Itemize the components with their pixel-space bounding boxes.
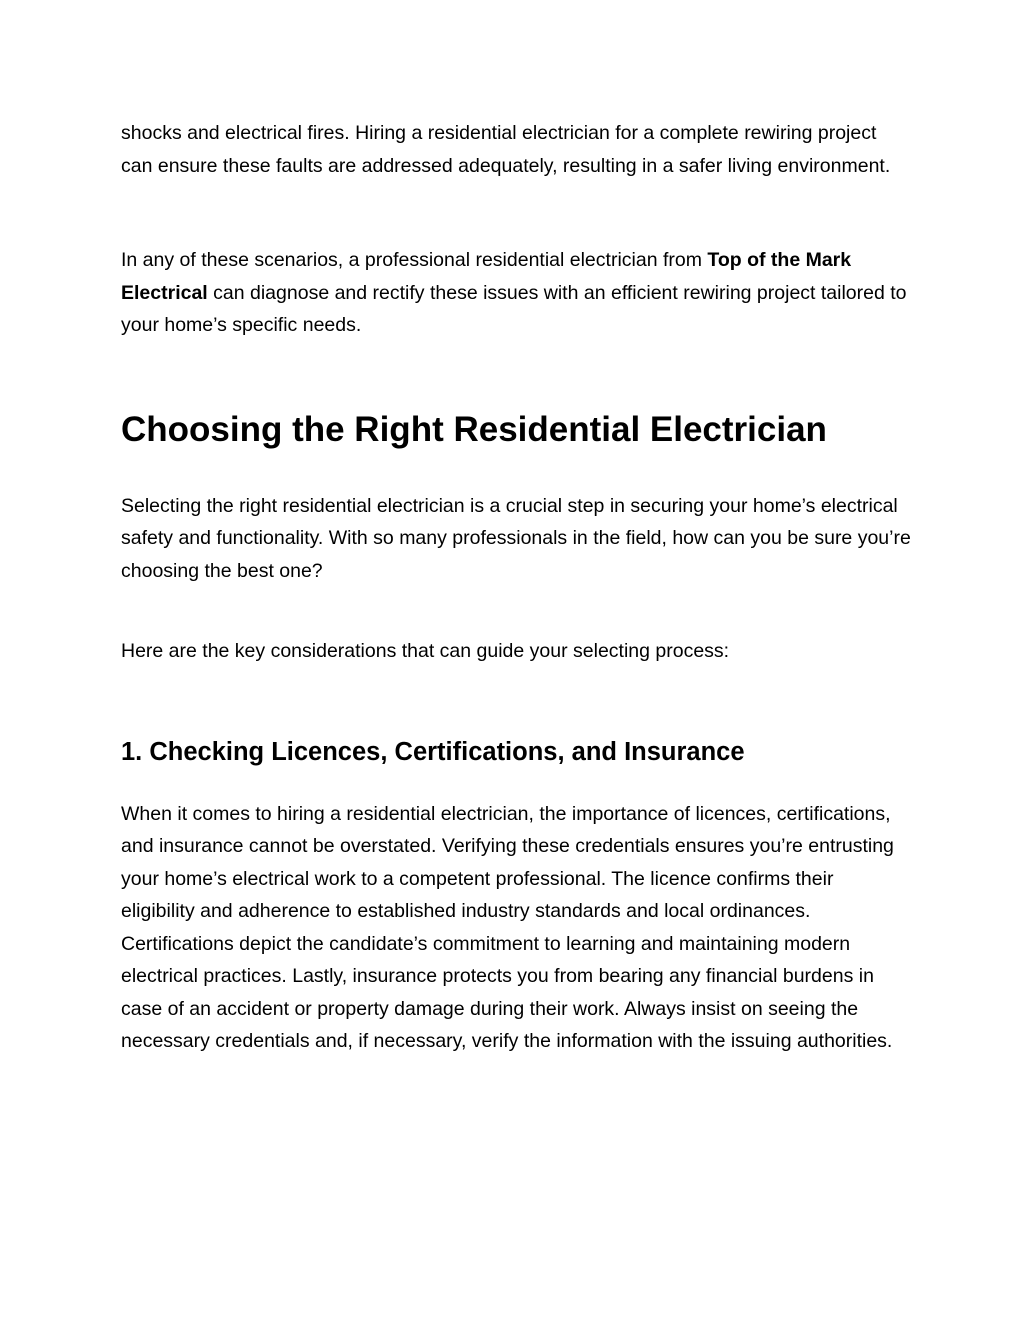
heading-choosing-electrician: Choosing the Right Residential Electrician [121,409,827,449]
scenarios-text-before: In any of these scenarios, a professional residential electrician from [121,249,708,271]
paragraph-licences: When it comes to hiring a residential electrician, the importance of licences, certifications, and insurance cannot be overstated. Verifying these credentials ensures you’re entrusting your home’s electrical work to a competent professional. The licence confirms their eligibility and adherence to established industry standards and local ordinances. Certifications depict the candidate’s commitment to learning and maintaining modern electrical practices. Lastly, insurance protects you from bearing any financial burdens in case of an accident or property damage during their work. Always insist on seeing the necessary credentials and, if necessary, verify the information with the issuing authorities. [121,802,894,1052]
heading-licences: 1. Checking Licences, Certifications, and Insurance [121,737,745,766]
paragraph-scenarios [121,244,911,342]
paragraph-key-considerations: Here are the key considerations that can guide your selecting process: [121,640,730,662]
scenarios-text-after: can diagnose and rectify these issues with an efficient rewiring project tailored to your home’s specific needs. [121,281,907,336]
company-name: Top of the Mark Electrical [121,249,852,304]
paragraph-intro-end: shocks and electrical fires. Hiring a residential electrician for a complete rewiring project can ensure these faults are addressed adequately, resulting in a safer living environment. [121,122,891,177]
paragraph-selecting: Selecting the right residential electrician is a crucial step in securing your home’s electrical safety and functionality. With so many professionals in the field, how can you be sure you’re choosing the best one? [121,494,911,582]
document-page [121,117,911,1058]
